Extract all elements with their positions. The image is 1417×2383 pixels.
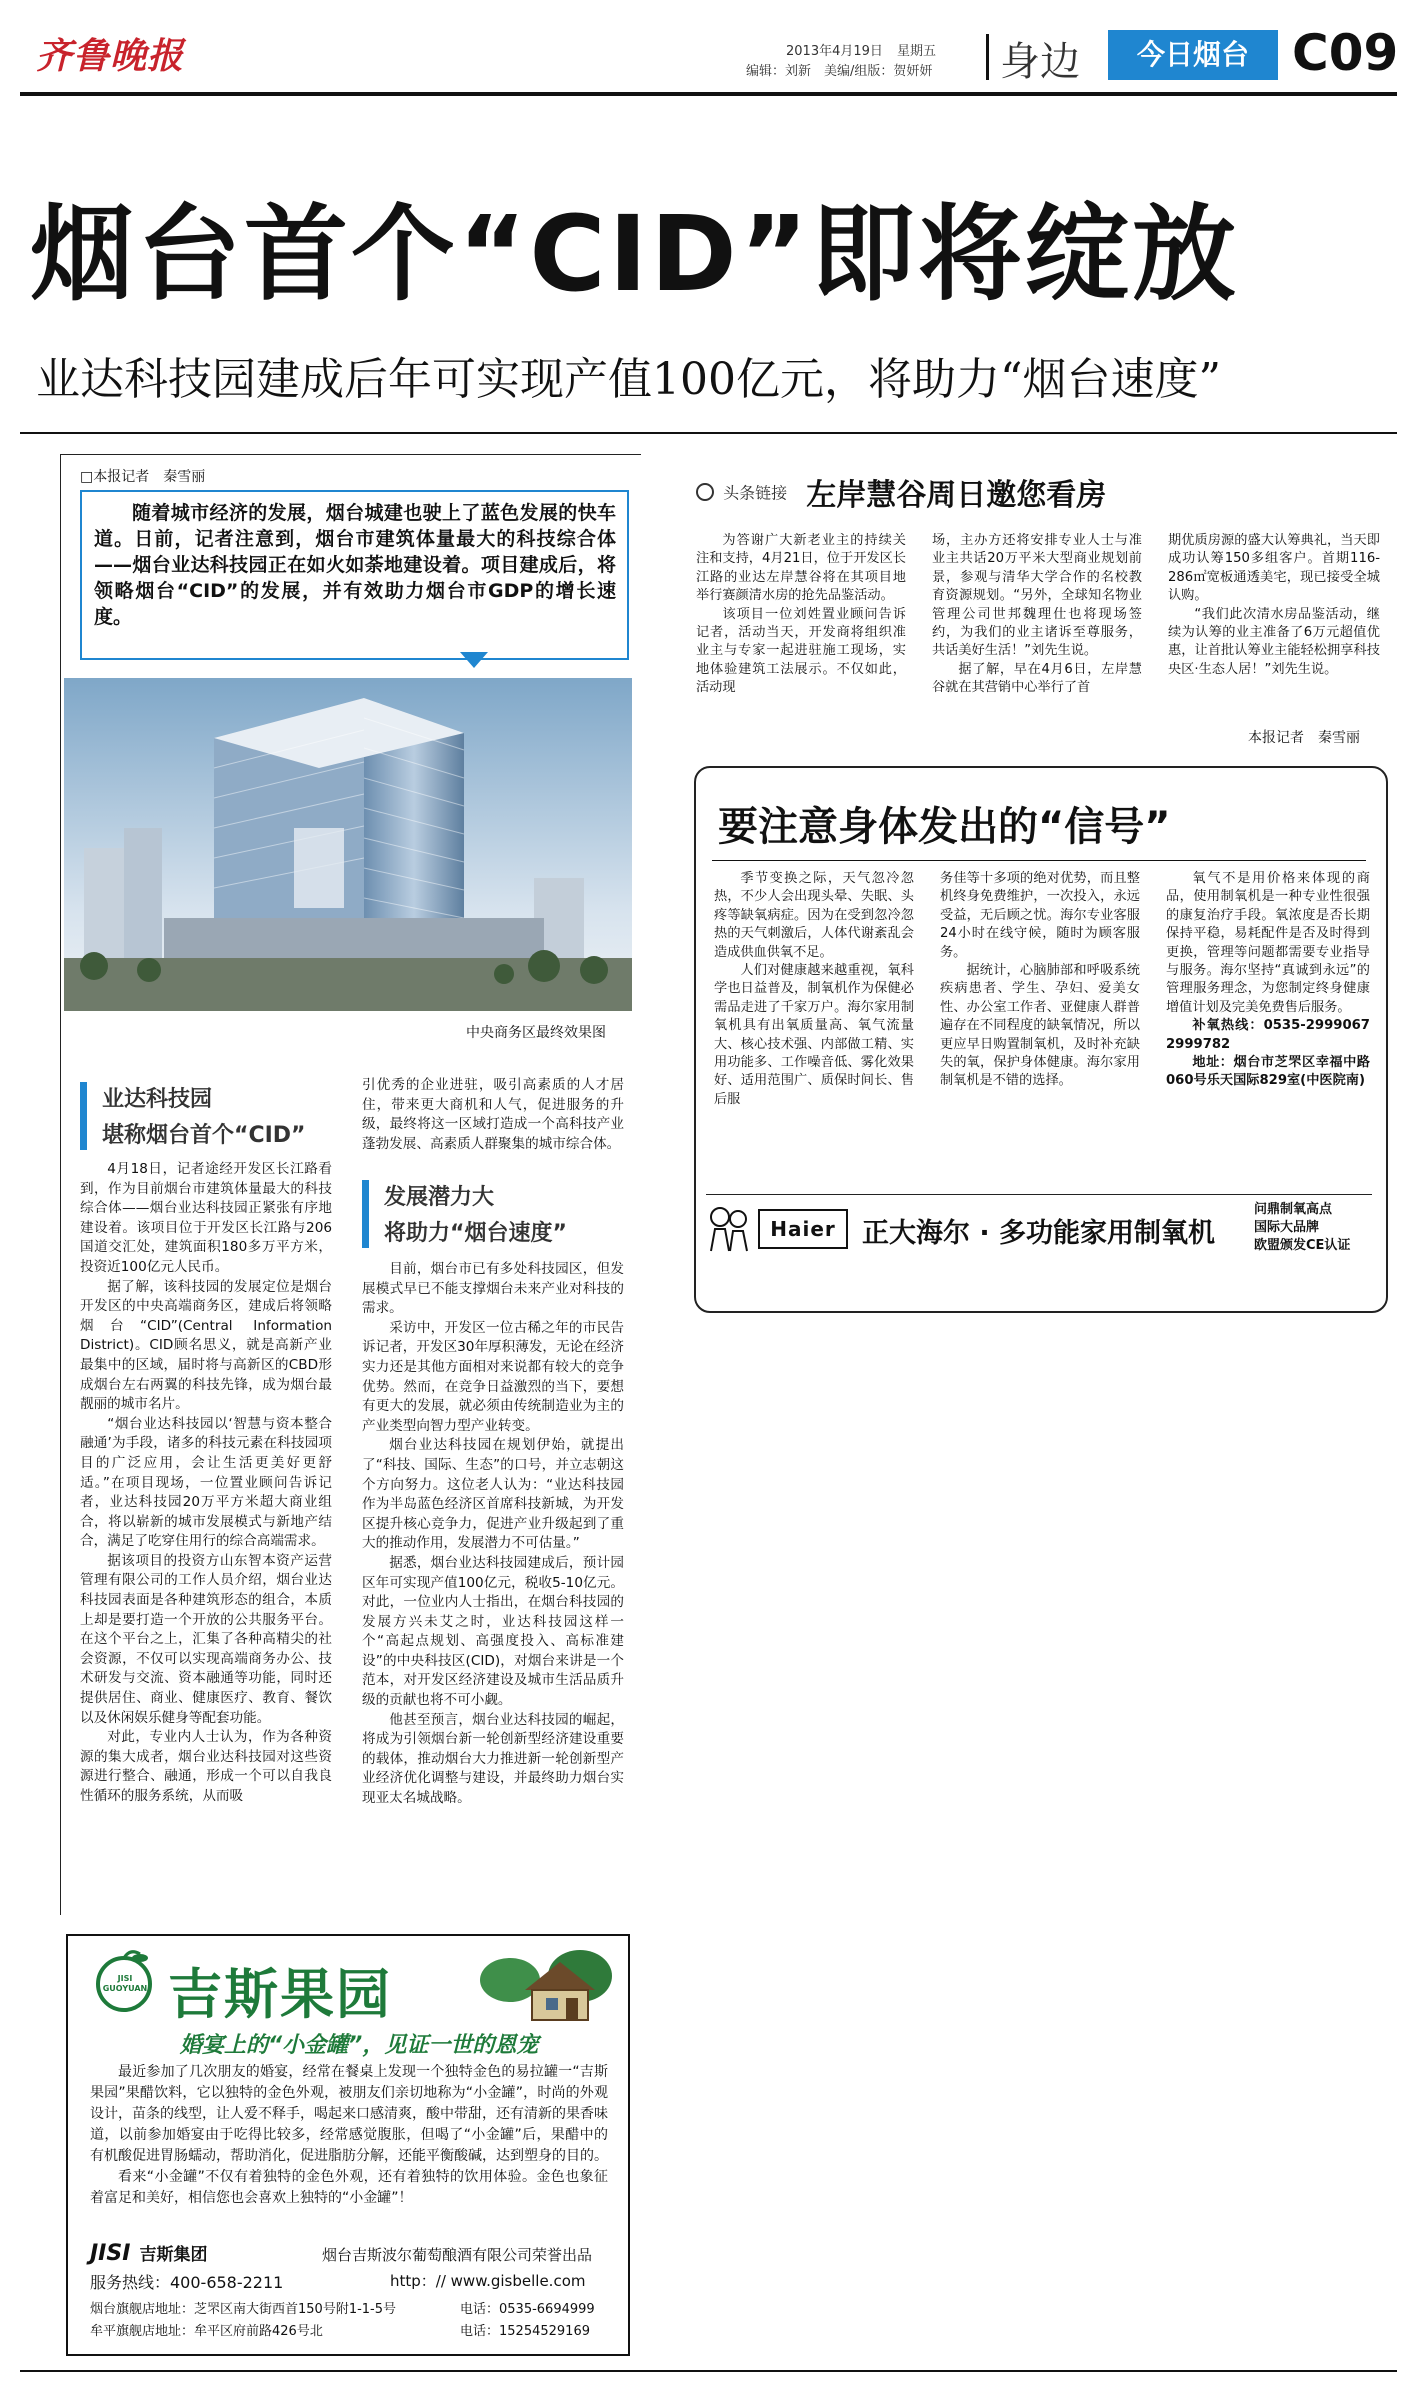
jisi-phone2: 电话：15254529169 — [460, 2324, 590, 2339]
section2-heading — [362, 1180, 624, 1250]
jisi-hotline: 服务热线：400-658-2211 — [90, 2273, 284, 2292]
section1-para: 据该项目的投资方山东智本资产运营管理有限公司的工作人员介绍，烟台业达科技园表面是各种建筑形态的组合，本质上却是要打造一个开放的公共服务平台。在这个平台之上，汇集了各种高精尖的社会资源，不仅可以实现高端商务办公、技术研发与交流、资本融通等功能，同时还提供居住、商业、健康医疗、教育、餐饮以及休闲娱乐健身等配套功能。 — [80, 1552, 332, 1726]
lead-text: 随着城市经济的发展，烟台城建也驶上了蓝色发展的快车道。日前，记者注意到，烟台市建筑体量最大的科技综合体——烟台业达科技园正在如火如荼地建设着。项目建成后，将领略烟台“CID”的发展，并有效助力烟台市GDP的增长速度。 — [94, 502, 616, 628]
ad-slogan: 正大海尔 · 多功能家用制氧机 — [862, 1218, 1216, 1249]
side2-title-rule — [712, 860, 1366, 861]
jisi-body — [90, 2062, 608, 2232]
building-rendering-svg — [64, 678, 632, 1011]
side1-para: 场，主办方还将安排专业人士与准业主共话20万平米大型商业规划前景，参观与清华大学合作的名校教育资源规划。“另外，全球知名物业管理公司世邦魏理仕也将现场签约，为我们的业主诸诉至尊服务，共话美好生活！”刘先生说。 — [932, 533, 1142, 659]
side2-column1 — [714, 870, 914, 1185]
section2-heading-line1: 发展潜力大 — [384, 1185, 495, 1210]
side1-column2 — [932, 532, 1142, 732]
masthead-logo: 齐鲁晚报 — [36, 35, 185, 77]
section2-para: 据悉，烟台业达科技园建成后，预计园区年可实现产值100亿元，税收5-10亿元。对此，一位业内人士指出，在烟台科技园的发展方兴未艾之时，业达科技园这样一个“高起点规划、高强度投入、高标准建设”的中央科技区(CID)，对烟台来讲是一个范本，对开发区经济建设及城市生活品质升级的贡献也将不可小觑。 — [362, 1554, 624, 1709]
masthead-section: 身边 — [1000, 39, 1080, 85]
section1-para: 4月18日，记者途经开发区长江路看到，作为目前烟台市建筑体量最大的科技综合体——烟台业达科技园正紧张有序地建设着。该项目位于开发区长江路与206国道交汇处，建筑面积180多万平方米，投资近100亿元人民币。 — [80, 1161, 332, 1275]
lead-byline: □本报记者 秦雪丽 — [80, 469, 206, 485]
photo-caption: 中央商务区最终效果图 — [466, 1025, 606, 1041]
section2-para: 他甚至预言，烟台业达科技园的崛起，将成为引领烟台新一轮创新型经济建设重要的载体，推动烟台大力推进新一轮创新型产业经济优化调整与建设，并最终助力烟台实现亚太名城战略。 — [362, 1711, 624, 1807]
side2-title: 要注意身体发出的“信号” — [718, 804, 1171, 850]
side1-byline: 本报记者 秦雪丽 — [1248, 730, 1360, 746]
section2-para: 目前，烟台市已有多处科技园区，但发展模式早已不能支撑烟台未来产业对科技的需求。 — [362, 1261, 624, 1317]
jisi-website[interactable]: http：// www.gisbelle.com — [390, 2272, 586, 2290]
jisi-paragraph: 看来“小金罐”不仅有着独特的金色外观，还有着独特的饮用体验。金色也象征着富足和美好，相信您也会喜欢上独特的“小金罐”！ — [90, 2169, 608, 2206]
side2-hotline: 补氧热线：0535-2999067 2999782 — [1166, 1018, 1370, 1052]
side1-title: 左岸慧谷周日邀您看房 — [806, 478, 1107, 513]
headline-title: 烟台首个“CID”即将绽放 — [30, 193, 1240, 315]
side1-para: 为答谢广大新老业主的持续关注和支持，4月21日，位于开发区长江路的业达左岸慧谷将在其项目地举行赛颜清水房的抢先品鉴活动。 — [696, 533, 906, 604]
section2-para: 烟台业达科技园在规划伊始，就提出了“科技、国际、生态”的口号，并立志朝这个方向努力。这位老人认为：“业达科技园作为半岛蓝色经济区首席科技新城，为开发区提升核心竞争力，促进产业升级起到了重大的推动作用，发展潜力不可估量。” — [362, 1437, 624, 1552]
jisi-group-name: 吉斯集团 — [139, 2245, 208, 2265]
side2-ad-strip — [706, 1194, 1372, 1263]
jisi-store2: 牟平旗舰店地址：牟平区府前路426号北 — [90, 2324, 323, 2339]
masthead-page-number: C09 — [1292, 24, 1399, 82]
ad-tag: 国际大品牌 — [1254, 1220, 1320, 1235]
side1-header — [696, 470, 1396, 513]
section1-para: 对此，专业内人士认为，作为各种资源的集大成者，烟台业达科技园对这些资源进行整合、融通，形成一个可以自我良性循环的服务系统，从而吸 — [80, 1729, 332, 1804]
section2-body — [362, 1260, 624, 1900]
ad-tags — [1254, 1201, 1350, 1255]
jisi-brand: 吉斯果园 — [168, 1963, 392, 2026]
jisi-producer: 烟台吉斯波尔葡萄酿酒有限公司荣誉出品 — [322, 2246, 593, 2264]
section1-heading — [80, 1082, 340, 1152]
side1-para: 期优质房源的盛大认筹典礼，当天即成功认筹150多组客户。首期116-286㎡宽板通透美宅，现已接受全城认购。 — [1168, 533, 1380, 604]
jisi-paragraph: 最近参加了几次朋友的婚宴，经常在餐桌上发现一个独特金色的易拉罐一“吉斯果园”果醋饮料，它以独特的金色外观，被朋友们亲切地称为“小金罐”，时尚的外观设计，苗条的线型，让人爱不释手，喝起来口感清爽，酸中带甜，还有清新的果香味道，以前参加婚宴由于吃得比较多，经常感觉腹胀，但喝了“小金罐”后，果醋中的有机酸促进胃肠蠕动，帮助消化，促进脂肪分解，还能平衡酸碱，达到塑身的目的。 — [90, 2064, 608, 2164]
side2-address: 地址：烟台市芝罘区幸福中路060号乐天国际829室(中医院南) — [1166, 1055, 1370, 1089]
section1-heading-line2: 堪称烟台首个“CID” — [102, 1123, 306, 1148]
masthead-rule — [20, 92, 1397, 96]
section2-para: 采访中，开发区一位古稀之年的市民告诉记者，开发区30年厚积薄发，无论在经济实力还是其他方面相对来说都有较大的竞争优势。然而，在竞争日益激烈的当下，要想有更大的发展，就必须由传统制造业为主的产业类型向智力型产业转变。 — [362, 1319, 624, 1434]
side1-para: “我们此次清水房品鉴活动，继续为认筹的业主准备了6万元超值优惠，让首批认筹业主能轻松拥享科技央区·生态人居！”刘先生说。 — [1168, 606, 1380, 677]
jisi-logo-text: JISI GUOYUAN — [102, 1974, 148, 1993]
section1-column2 — [362, 1076, 624, 1176]
section1-para: “烟台业达科技园以‘智慧与资本整合融通’为手段，诸多的科技元素在科技园项目的广泛应用，会让生活更美好更舒适。”在项目现场，一位置业顾问告诉记者，业达科技园20万平方米超大商业组合，将以崭新的城市发展模式与新地产结合，满足了吃穿住用行的综合高端需求。 — [80, 1415, 332, 1550]
figures-illustration — [706, 1203, 750, 1253]
masthead-editors: 编辑：刘新 美编/组版：贺妍妍 — [746, 64, 933, 79]
jisi-logo — [90, 1950, 170, 2016]
masthead-date: 2013年4月19日 — [786, 44, 883, 59]
side1-column1 — [696, 532, 906, 732]
jisi-group-logo: JISI — [90, 2241, 131, 2266]
section1-heading-bar — [80, 1082, 87, 1150]
building-photo — [64, 678, 632, 1011]
section1-para: 据了解，该科技园的发展定位是烟台开发区的中央高端商务区，建成后将领略烟台“CID”(Central Information District)。CID顾名思义，就是高新产业最集中的区域，届时将与高新区的CBD形成烟台左右两翼的科技先锋，成为烟台最靓丽的城市名片。 — [80, 1278, 332, 1413]
headline-subtitle: 业达科技园建成后年可实现产值100亿元，将助力“烟台速度” — [36, 354, 1221, 405]
link-icon — [696, 483, 714, 501]
side2-para: 氧气不是用价格来体现的商品，使用制氧机是一种专业性很强的康复治疗手段。氧浓度是否长期保持平稳，易耗配件是否及时得到更换，管理等问题都需要专业指导与服务。海尔坚持“真诚到永远”的管理服务理念，为您制定终身健康增值计划及完美免费售后服务。 — [1166, 871, 1370, 1015]
section1-continued-para: 引优秀的企业进驻，吸引高素质的人才居住，带来更大商机和人气，促进服务的升级，最终将这一区域打造成一个高科技产业蓬勃发展、高素质人群聚集的城市综合体。 — [362, 1077, 624, 1152]
side1-para: 据了解，早在4月6日，左岸慧谷就在其营销中心举行了首 — [932, 661, 1142, 696]
masthead-divider — [986, 34, 989, 80]
side2-para: 人们对健康越来越重视，氧科学也日益普及，制氧机作为保健必需品走进了千家万户。海尔家用制氧机具有出氧质量高、氧气流量大、核心技术强、内部做工精、实用功能多、工作噪音低、雾化效果好、适用范围广、质保时间长、售后服 — [714, 963, 914, 1107]
cartoon-children-icon — [706, 1203, 750, 1253]
masthead-badge: 今日烟台 — [1108, 30, 1278, 80]
section2-heading-line2: 将助力“烟台速度” — [384, 1221, 567, 1246]
side2-column2 — [940, 870, 1140, 1185]
lead-box-pointer — [460, 652, 488, 668]
headline-rule — [20, 432, 1397, 434]
haier-logo: Haier — [758, 1209, 848, 1249]
side2-para: 务佳等十多项的绝对优势，而且整机终身免费维护，一次投入，永远受益，无后顾之忧。海尔专业客服24小时在线守候，随时为顾客服务。 — [940, 871, 1140, 960]
side1-column3 — [1168, 532, 1380, 732]
ad-tag: 欧盟颁发CE认证 — [1254, 1238, 1351, 1253]
section1-column1 — [80, 1160, 332, 1885]
section2-heading-bar — [362, 1180, 369, 1248]
jisi-phone1: 电话：0535-6694999 — [460, 2302, 595, 2317]
jisi-group-row — [90, 2240, 610, 2268]
farmhouse-icon — [470, 1940, 620, 2024]
section1-heading-line1: 业达科技园 — [102, 1087, 213, 1112]
side2-para: 据统计，心脑肺部和呼吸系统疾病患者、学生、孕妇、爱美女性、办公室工作者、亚健康人群普遍存在不同程度的缺氧情况，所以更应早日购置制氧机，及时补充缺失的氧，保护身体健康。海尔家用制氧机是不错的选择。 — [940, 963, 1140, 1089]
ad-tag: 问鼎制氧高点 — [1254, 1202, 1333, 1217]
side1-para: 该项目一位刘姓置业顾问告诉记者，活动当天，开发商将组织准业主与专家一起进驻施工现场，实地体验建筑工法展示。不仅如此，活动现 — [696, 606, 906, 696]
jisi-store1: 烟台旗舰店地址：芝罘区南大街西首150号附1-1-5号 — [90, 2302, 397, 2317]
side2-para: 季节变换之际，天气忽冷忽热，不少人会出现头晕、失眠、头疼等缺氧病症。因为在受到忽冷忽热的天气刺激后，人体代谢紊乱会造成供血供氧不足。 — [714, 871, 914, 960]
masthead-date-row — [786, 40, 936, 59]
jisi-slogan: 婚宴上的“小金罐”，见证一世的恩宠 — [180, 2033, 539, 2058]
vineyard-illustration — [470, 1940, 620, 2024]
side2-column3 — [1166, 870, 1370, 1185]
page-bottom-rule — [20, 2370, 1397, 2372]
side1-kicker: 头条链接 — [723, 483, 788, 503]
masthead-weekday: 星期五 — [897, 44, 937, 59]
